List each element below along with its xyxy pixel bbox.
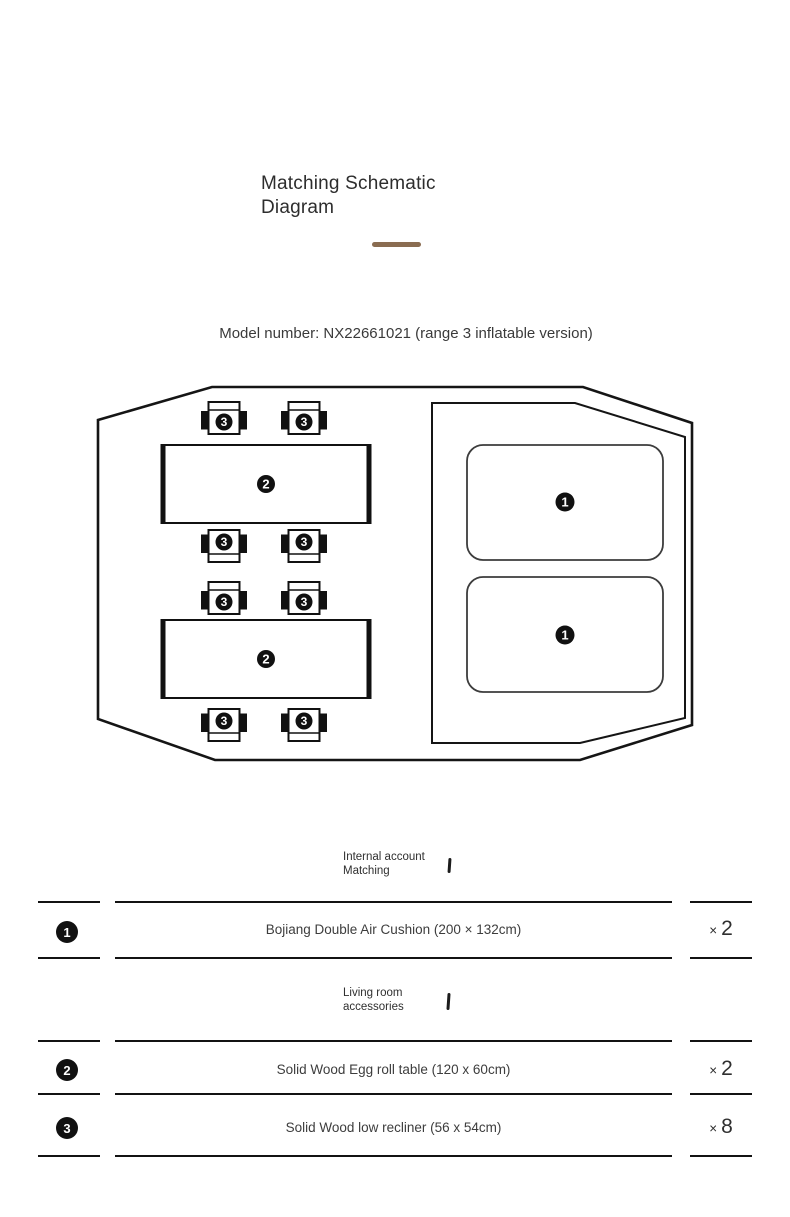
title-underline-accent-bar (372, 242, 421, 247)
page-title-line1: Matching Schematic (261, 173, 436, 194)
chair-marker (281, 530, 327, 562)
chair-marker (201, 582, 247, 614)
cushions-layer (467, 445, 663, 692)
marker-number: 3 (300, 595, 308, 609)
chair-armrest (240, 411, 248, 430)
h-divider-mid (115, 957, 672, 959)
chair-armrest (201, 535, 209, 554)
h-divider-right (690, 1155, 752, 1157)
section-header-line2: accessories (343, 1000, 404, 1013)
chair-armrest (201, 714, 209, 733)
chair-armrest (281, 535, 289, 554)
h-divider-right (690, 957, 752, 959)
chair-marker (201, 709, 247, 741)
times-sign: × (709, 1121, 718, 1136)
chair-marker (201, 402, 247, 434)
page-title-line2: Diagram (261, 196, 335, 218)
row-number-badge: 1 (56, 921, 78, 943)
page-title (261, 172, 501, 219)
chair-armrest (320, 591, 328, 610)
h-divider-left (38, 957, 100, 959)
chair-marker (281, 582, 327, 614)
chair-armrest (320, 411, 328, 430)
section-header-line1: Living room (343, 987, 403, 999)
quantity-value: 2 (721, 917, 733, 940)
chair-armrest (201, 591, 209, 610)
quantity-value: 2 (721, 1057, 733, 1080)
chair-marker (281, 709, 327, 741)
chair-armrest (320, 714, 328, 733)
marker-number: 3 (300, 415, 308, 429)
marker-number: 3 (300, 535, 308, 549)
h-divider-left (38, 901, 100, 903)
marker-number: 3 (220, 595, 228, 609)
section-header-line2: Matching (343, 864, 390, 877)
section-header-internal (343, 851, 473, 878)
chair-armrest (281, 714, 289, 733)
times-sign: × (709, 923, 718, 938)
chair-armrest (201, 411, 209, 430)
marker-number: 3 (220, 415, 228, 429)
marker-number: 2 (262, 651, 270, 667)
tables-layer (162, 444, 370, 699)
section-header-line1: Internal account (343, 851, 425, 863)
chair-armrest (240, 591, 248, 610)
chair-armrest (320, 535, 328, 554)
row-number-badge: 2 (56, 1059, 78, 1081)
h-divider-right (690, 1093, 752, 1095)
model-number: Model number: NX22661021 (range 3 inflatable version) (219, 325, 593, 342)
part-name: Bojiang Double Air Cushion (200 × 132cm) (265, 922, 522, 937)
marker-number: 1 (561, 494, 569, 510)
marker-number: 1 (561, 627, 569, 643)
h-divider-mid (115, 1040, 672, 1042)
chair-marker (281, 402, 327, 434)
marker-number: 3 (220, 714, 228, 728)
h-divider-mid (115, 1155, 672, 1157)
h-divider-left (38, 1155, 100, 1157)
times-sign: × (709, 1063, 718, 1078)
part-quantity (690, 1057, 752, 1081)
quantity-value: 8 (721, 1115, 733, 1138)
marker-number: 3 (300, 714, 308, 728)
part-quantity (690, 917, 752, 941)
marker-number: 2 (262, 476, 270, 492)
row-number-badge: 3 (56, 1117, 78, 1139)
h-divider-mid (115, 1093, 672, 1095)
schematic-diagram (80, 375, 720, 775)
part-name: Solid Wood low recliner (56 x 54cm) (285, 1120, 502, 1135)
h-divider-left (38, 1093, 100, 1095)
chair-armrest (281, 411, 289, 430)
chair-armrest (281, 591, 289, 610)
tent-outline-layer (98, 387, 692, 760)
section-header-living-room (343, 987, 473, 1014)
h-divider-right (690, 901, 752, 903)
chair-marker (201, 530, 247, 562)
h-divider-right (690, 1040, 752, 1042)
chair-armrest (240, 535, 248, 554)
h-divider-mid (115, 901, 672, 903)
tent-outline (98, 387, 692, 760)
marker-number: 3 (220, 535, 228, 549)
part-quantity (690, 1115, 752, 1139)
h-divider-left (38, 1040, 100, 1042)
chair-armrest (240, 714, 248, 733)
part-name: Solid Wood Egg roll table (120 x 60cm) (276, 1062, 511, 1077)
